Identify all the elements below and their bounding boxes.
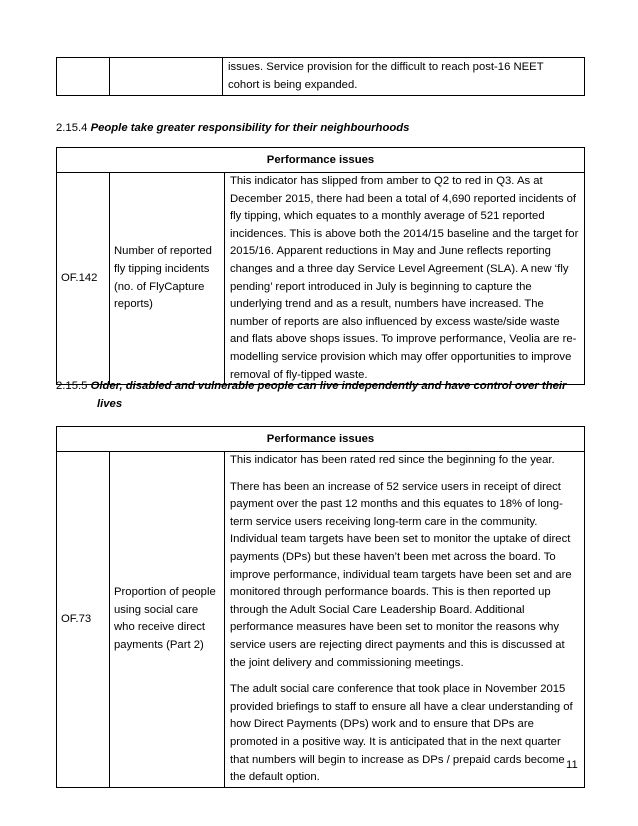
table-row (57, 452, 585, 788)
description-paragraph: The adult social care conference that took place in November 2015 provided briefings to staff to ensure all have a clear understanding of how Direct Payments (DPs) work and to ensure that DPs are promoted in a positive way. It is anticipated that in the next quarter that numbers will begin to increase as DPs / prepaid cards become the default option. (230, 683, 573, 784)
indicator-description (225, 452, 585, 788)
code-cell (57, 58, 110, 96)
description-line: cohort is being expanded. (228, 78, 358, 91)
indicator-name: Proportion of people using social care who receive direct payments (Part 2) (110, 452, 225, 788)
section-heading-2155 (56, 378, 596, 413)
description-paragraph: This indicator has slipped from amber to Q2 to red in Q3. As at December 2015, there had been a total of 4,690 reported incidents of fly tipping, which equates to a monthly average of 521 reported incidences. This is above both the 2014/15 baseline and the target for 2015/16. Apparent reductions in May and June reflects reporting changes and a three day Service Level Agreement (SLA). A new ‘fly pending’ report introduced in July is beginning to capture the underlying trend and as a result, numbers have increased. The number of reports are also influenced by excess waste/side waste and flats above shops issues. To improve performance, Veolia are re-modelling service provision which may offer opportunities to improve removal of fly-tipped waste. (230, 175, 579, 381)
indicator-description (225, 173, 585, 385)
section-number: 2.15.5 (56, 380, 88, 392)
page-number: 11 (566, 759, 578, 771)
section-title-continued: lives (97, 397, 123, 410)
table-header: Performance issues (57, 148, 585, 173)
table-header: Performance issues (57, 427, 585, 452)
section-heading-2154 (56, 120, 409, 138)
description-cell (223, 58, 585, 96)
performance-table-2155 (56, 426, 585, 788)
indicator-code: OF.142 (57, 173, 110, 385)
indicator-code: OF.73 (57, 452, 110, 788)
section-title: People take greater responsibility for their neighbourhoods (90, 122, 410, 134)
table-header-row (57, 427, 585, 452)
description-paragraph: This indicator has been rated red since the beginning fo the year. (230, 454, 555, 466)
indicator-name: Number of reported fly tipping incidents (no. of FlyCapture reports) (110, 173, 225, 385)
description-paragraph: There has been an increase of 52 service users in receipt of direct payment over the past 12 months and this equates to 18% of long-term service users receiving long-term care in the community. Individual team targets have been set to monitor the uptake of direct payments (DPs) but these haven’t been met across the board. To improve performance, individual team targets have been set and are monitored through performance boards. This is then reported up through the Adult Social Care Leadership Board. Additional performance measures have been set to monitor the reasons why service users are rejecting direct payments and this is discussed at the joint delivery and commissioning meetings. (230, 480, 572, 669)
section-title: Older, disabled and vulnerable people can live independently and have control over their (90, 380, 567, 392)
description-line: issues. Service provision for the difficult to reach post-16 NEET (228, 61, 544, 73)
table-row (57, 173, 585, 385)
indicator-cell (110, 58, 223, 96)
section-number: 2.15.4 (56, 122, 88, 134)
table-header-row (57, 148, 585, 173)
performance-table-2154 (56, 147, 585, 385)
table-row (57, 58, 585, 96)
continuation-table (56, 57, 585, 96)
